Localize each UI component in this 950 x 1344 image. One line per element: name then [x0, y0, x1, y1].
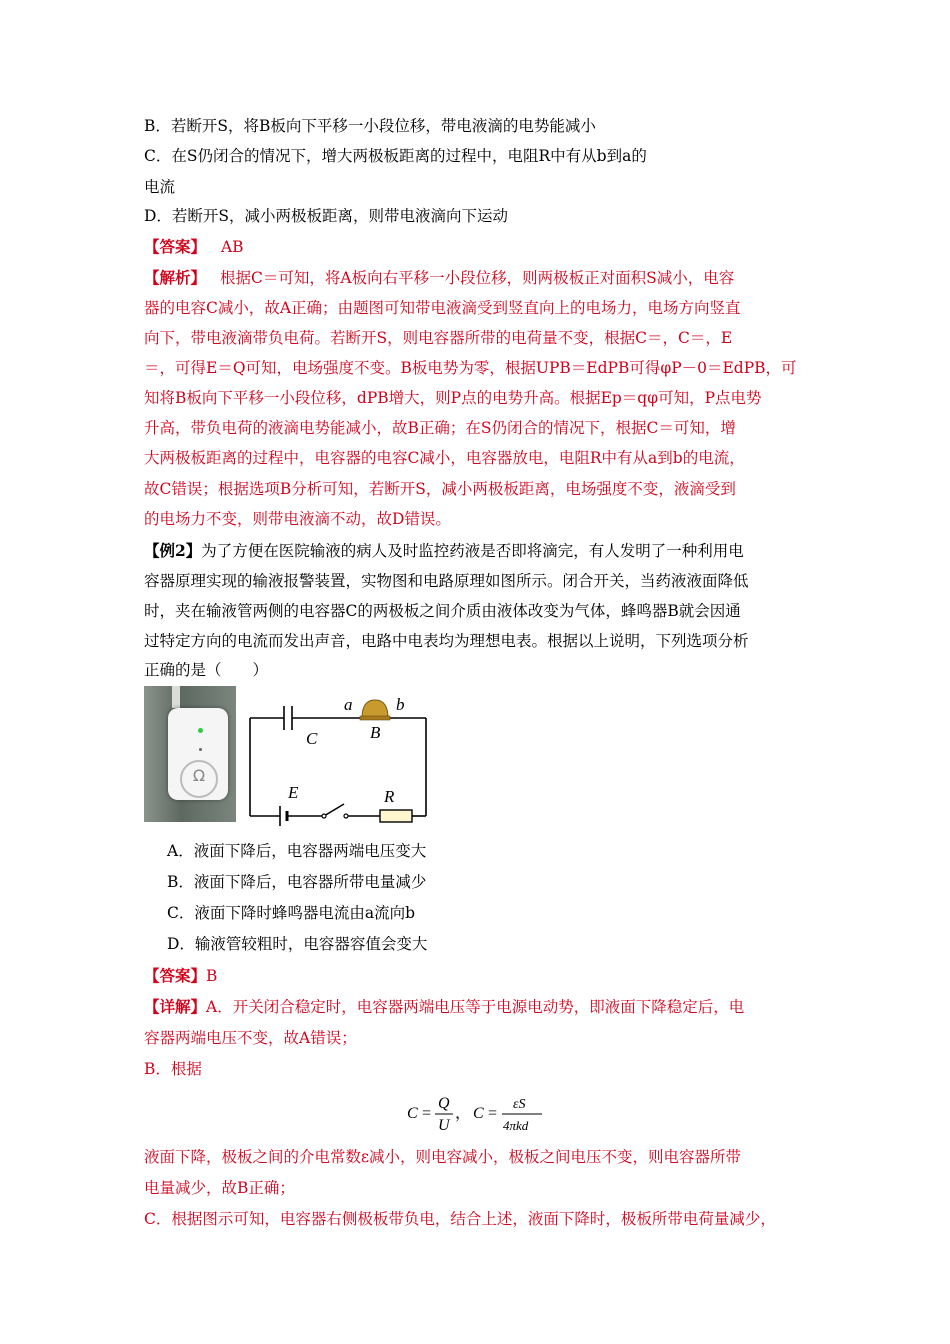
detail-tag: 【详解】: [144, 997, 207, 1016]
option-c-text-line1: C．在S仍闭合的情况下，增大两极板距离的过程中，电阻R中有从b到a的: [144, 147, 647, 165]
detail-line-6: C．根据图示可知，电容器右侧极板带负电，结合上述，液面下降时，极板所带电荷量减少，: [144, 1210, 776, 1228]
example-2-option-c: C．液面下降时蜂鸣器电流由a流向b: [167, 904, 416, 922]
svg-text:，: ，: [455, 1105, 472, 1122]
analysis-line-1: 【解析】 根据C＝可知，将A板向右平移一小段位移，则两极板正对面积S减小，电容: [144, 268, 735, 287]
svg-text:εS: εS: [513, 1097, 526, 1112]
svg-text:=: =: [422, 1105, 432, 1122]
infusion-alarm-photo: [144, 686, 236, 822]
answer-2: [144, 965, 217, 987]
example-tag: 【例2】: [144, 541, 202, 560]
example-2-option-a: A．液面下降后，电容器两端电压变大: [167, 842, 427, 860]
example-2-line-3: 时，夹在输液管两侧的电容器C的两极板之间介质由液体改变为气体，蜂鸣器B就会因通: [144, 602, 741, 620]
label-buzzer-B: B: [370, 723, 381, 742]
capacitance-formula: [405, 1092, 555, 1136]
analysis-line-2: 器的电容C减小，故A正确；由题图可知带电液滴受到竖直向上的电场力，电场方向竖直: [144, 299, 741, 317]
svg-text:4πkd: 4πkd: [503, 1118, 529, 1133]
analysis-line-7: 大两极板距离的过程中，电容器的电容C减小，电容器放电，电阻R中有从a到b的电流，: [144, 449, 745, 467]
buzzer-b: [362, 700, 388, 718]
svg-text:C: C: [473, 1105, 484, 1122]
infusion-tube: [172, 686, 180, 708]
analysis-tag: 【解析】: [144, 268, 207, 287]
analysis-line-6: 升高，带负电荷的液滴电势能减小，故B正确；在S仍闭合的情况下，根据C＝可知，增: [144, 419, 736, 437]
analysis-line-9: 的电场力不变，则带电液滴不动，故D错误。: [144, 510, 451, 528]
resistor-r: [380, 810, 412, 822]
label-emf-E: E: [288, 783, 299, 802]
option-c-text-line2: 电流: [144, 178, 176, 196]
label-b: b: [396, 695, 405, 714]
label-capacitor-C: C: [306, 729, 318, 748]
answer-2-value: B: [206, 967, 218, 985]
detail-line-1: 【详解】A．开关闭合稳定时，电容器两端电压等于电源电动势，即液面下降稳定后，电: [144, 997, 745, 1016]
detail-line-2: 容器两端电压不变，故A错误；: [144, 1029, 357, 1047]
alarm-device: [168, 708, 228, 800]
svg-text:=: =: [488, 1105, 498, 1122]
label-resistor-R: R: [384, 787, 395, 806]
analysis-line-3: 向下，带电液滴带负电荷。若断开S，则电容器所带的电荷量不变，根据C＝，C＝，E: [144, 329, 733, 347]
circuit-diagram: [240, 688, 440, 828]
detail-line-5: 电量减少，故B正确；: [144, 1179, 295, 1197]
indicator-led: [198, 728, 203, 733]
switch-blade: [324, 804, 344, 816]
option-d-text: D．若断开S，减小两极板距离，则带电液滴向下运动: [144, 207, 509, 225]
answer-value: AB: [220, 238, 244, 256]
answer-1: [144, 236, 244, 258]
example-2-line-5: 正确的是（ ）: [144, 661, 269, 679]
svg-text:U: U: [438, 1117, 450, 1134]
label-a: a: [344, 695, 353, 714]
svg-text:Q: Q: [438, 1095, 450, 1112]
detail-line-3: B．根据: [144, 1060, 202, 1078]
answer-2-tag: 【答案】: [144, 966, 207, 985]
example-2-option-b: B．液面下降后，电容器所带电量减少: [167, 873, 427, 891]
analysis-line-8: 故C错误；根据选项B分析可知，若断开S，减小两极板距离，电场强度不变，液滴受到: [144, 480, 736, 498]
example-2-line-2: 容器原理实现的输液报警装置，实物图和电路原理如图所示。闭合开关，当药液液面降低: [144, 572, 749, 590]
example-2-option-d: D．输液管较粗时，电容器容值会变大: [167, 935, 428, 953]
svg-text:C: C: [407, 1105, 418, 1122]
ohm-icon: Ω: [192, 766, 206, 785]
analysis-line-5: 知将B板向下平移一小段位移，dPB增大，则P点的电势升高。根据Ep＝qφ可知，P点电势: [144, 389, 762, 407]
option-b-text: B．若断开S，将B板向下平移一小段位移，带电液滴的电势能减小: [144, 117, 596, 135]
answer-tag: 【答案】: [144, 237, 207, 256]
example-2-line-1: 【例2】为了方便在医院输液的病人及时监控药液是否即将滴完，有人发明了一种利用电: [144, 541, 744, 560]
detail-line-4: 液面下降，极板之间的介电常数ε减小，则电容减小，极板之间电压不变，则电容器所带: [144, 1148, 742, 1166]
example-2-line-4: 过特定方向的电流而发出声音，电路中电表均为理想电表。根据以上说明，下列选项分析: [144, 632, 749, 650]
analysis-line-4: ＝，可得E＝Q可知，电场强度不变。B板电势为零，根据UPB＝EdPB可得φP－0＝EdPB，可: [144, 359, 797, 377]
